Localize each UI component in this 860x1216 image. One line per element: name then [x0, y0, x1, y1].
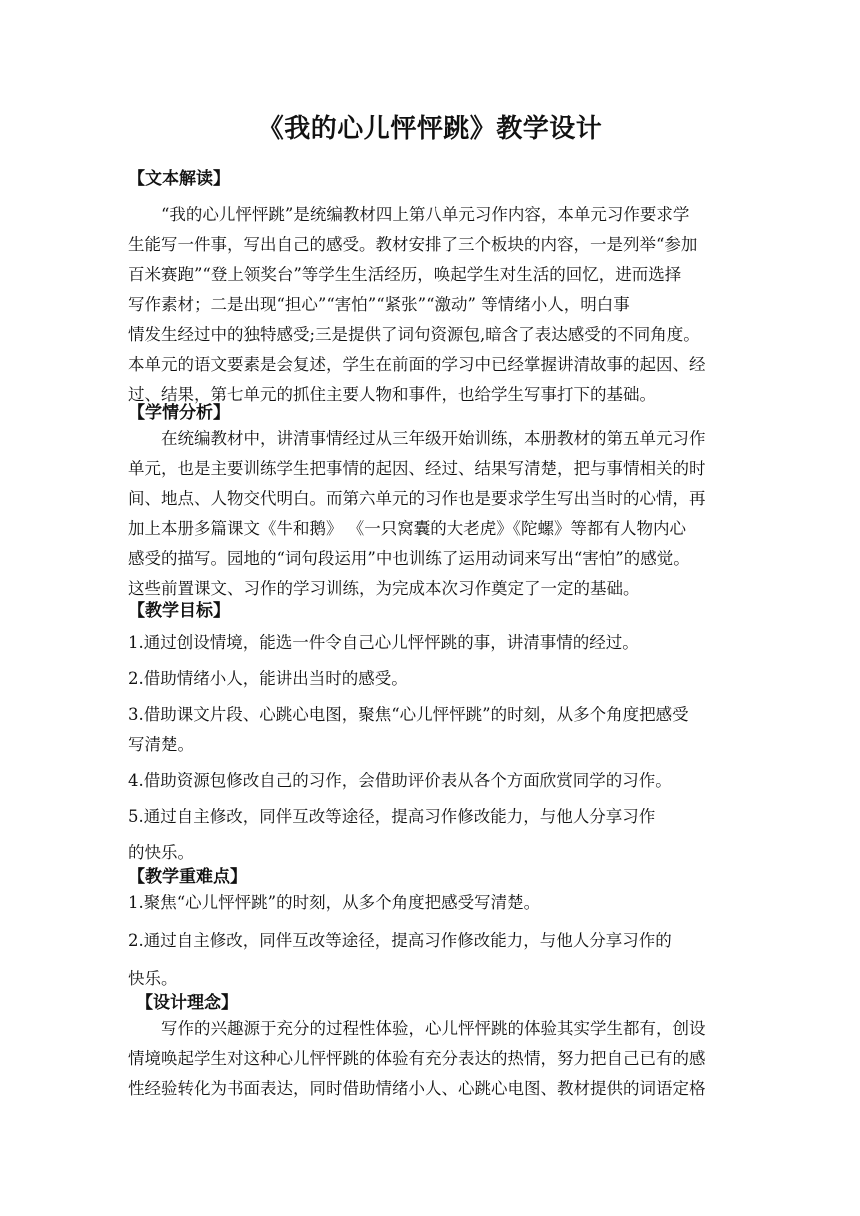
section-heading-teaching-goals: 【教学目标】	[128, 601, 230, 621]
paragraph-line: 过、结果，第七单元的抓住主要人物和事件，也给学生写事打下的基础。	[128, 385, 656, 404]
list-item: 1.聚焦“心儿怦怦跳”的时刻，从多个角度把感受写清楚。	[128, 893, 541, 912]
paragraph-line: “我的心儿怦怦跳”是统编教材四上第八单元习作内容，本单元习作要求学	[161, 205, 690, 224]
list-item: 3.借助课文片段、心跳心电图，聚焦“心儿怦怦跳”的时刻，从多个角度把感受	[128, 705, 689, 724]
list-item: 1.通过创设情境，能选一件令自己心儿怦怦跳的事，讲清事情的经过。	[128, 633, 639, 652]
paragraph-line: 间、地点、人物交代明白。而第六单元的习作也是要求学生写出当时的心情，再	[128, 489, 706, 508]
paragraph-line: 本单元的语文要素是会复述，学生在前面的学习中已经掌握讲清故事的起因、经	[128, 355, 706, 374]
section-body-text-reading	[128, 200, 731, 410]
paragraph-line: 加上本册多篇课文《牛和鹅》 《一只窝囊的大老虎》《陀螺》等都有人物内心	[128, 519, 686, 538]
paragraph-line: 在统编教材中，讲清事情经过从三年级开始训练，本册教材的第五单元习作	[161, 429, 706, 448]
list-item-continuation: 的快乐。	[128, 843, 194, 862]
section-heading-key-points: 【教学重难点】	[128, 867, 247, 887]
section-heading-design-concept: 【设计理念】	[136, 993, 238, 1013]
list-item: 2.借助情绪小人，能讲出当时的感受。	[128, 669, 408, 688]
list-item-continuation: 写清楚。	[128, 735, 194, 754]
paragraph-line: 性经验转化为书面表达，同时借助情绪小人、心跳心电图、教材提供的词语定格	[128, 1079, 706, 1098]
paragraph-line: 单元，也是主要训练学生把事情的起因、经过、结果写清楚，把与事情相关的时	[128, 459, 706, 478]
section-body-key-points	[128, 888, 738, 994]
paragraph-line: 生能写一件事，写出自己的感受。教材安排了三个板块的内容，一是列举“参加	[128, 235, 698, 254]
paragraph-line: 情境唤起学生对这种心儿怦怦跳的体验有充分表达的热情，努力把自己已有的感	[128, 1049, 706, 1068]
paragraph-line: 这些前置课文、习作的学习训练，为完成本次习作奠定了一定的基础。	[128, 579, 640, 598]
section-heading-text-reading: 【文本解读】	[128, 169, 230, 189]
section-body-teaching-goals	[128, 628, 738, 868]
paragraph-line: 写作素材；二是出现“担心”“害怕”“紧张”“激动” 等情绪小人，明白事	[128, 295, 630, 314]
document-title: 《我的心儿怦怦跳》教学设计	[257, 114, 603, 144]
list-item: 5.通过自主修改，同伴互改等途径，提高习作修改能力，与他人分享习作	[128, 807, 656, 826]
paragraph-line: 情发生经过中的独特感受;三是提供了词句资源包,暗含了表达感受的不同角度。	[128, 325, 700, 344]
paragraph-line: 感受的描写。园地的“词句段运用”中也训练了运用动词来写出“害怕”的感觉。	[128, 549, 690, 568]
section-heading-student-analysis: 【学情分析】	[128, 403, 230, 423]
section-body-student-analysis	[128, 424, 731, 604]
paragraph-line: 百米赛跑”“登上领奖台”等学生生活经历，唤起学生对生活的回忆，进而选择	[128, 265, 682, 284]
section-body-design-concept	[128, 1014, 738, 1104]
list-item-continuation: 快乐。	[128, 969, 178, 988]
paragraph-line: 写作的兴趣源于充分的过程性体验，心儿怦怦跳的体验其实学生都有，创设	[161, 1019, 706, 1038]
list-item: 4.借助资源包修改自己的习作，会借助评价表从各个方面欣赏同学的习作。	[128, 771, 672, 790]
list-item: 2.通过自主修改，同伴互改等途径，提高习作修改能力，与他人分享习作的	[128, 931, 672, 950]
